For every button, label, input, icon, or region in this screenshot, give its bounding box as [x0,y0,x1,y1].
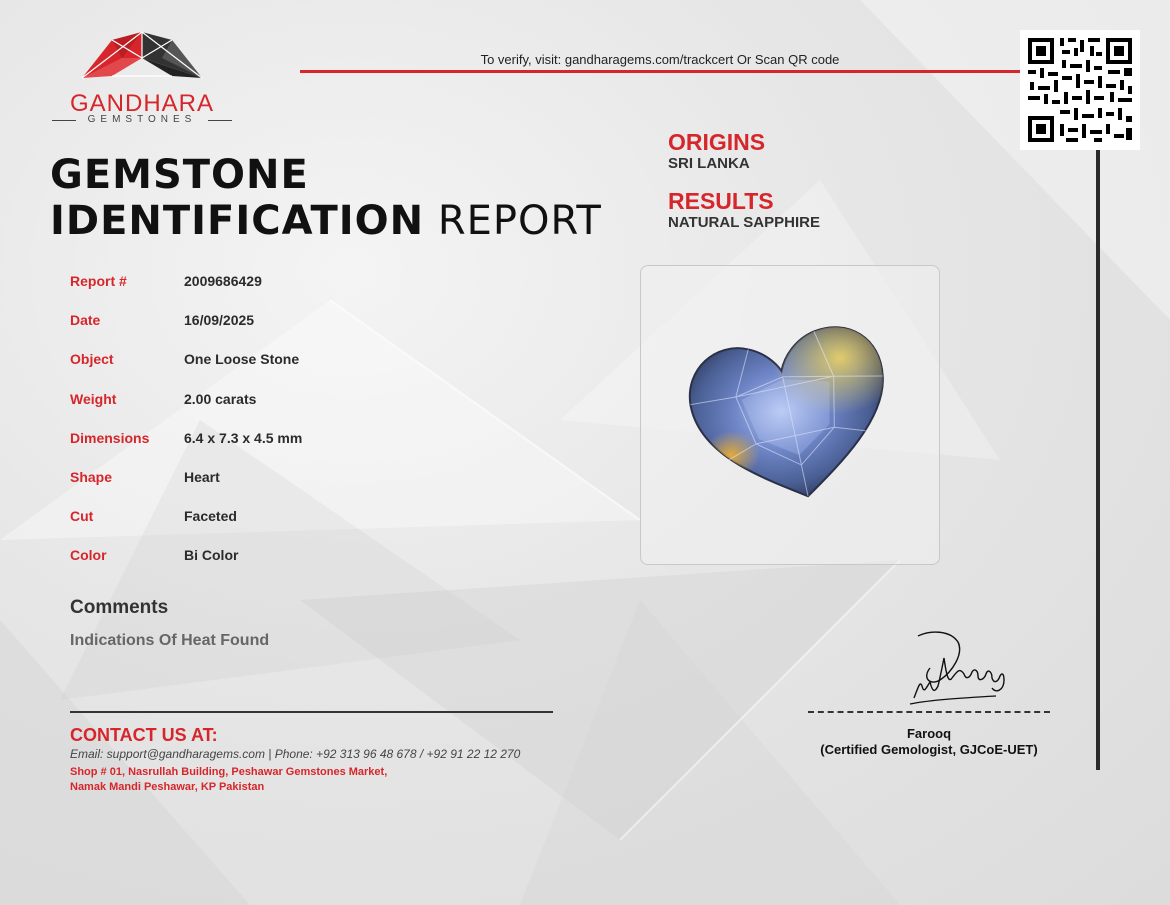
contact-email-phone: Email: support@gandharagems.com | Phone: +92 313 96 48 678 / +92 91 22 12 270 [70,747,521,761]
detail-label: Dimensions [70,430,150,446]
detail-label: Cut [70,508,94,524]
gandhara-gem-logo-icon [52,28,232,90]
right-vertical-rule [1096,150,1100,770]
header-divider [300,70,1022,73]
detail-row-weight [70,391,490,417]
address-line-1: Shop # 01, Nasrullah Building, Peshawar Gemstones Market, [70,766,388,778]
detail-label: Object [70,351,114,367]
contact-heading: CONTACT US AT: [70,725,218,745]
detail-row-object [70,351,490,377]
verify-text: To verify, visit: gandharagems.com/trackcert Or Scan QR code [480,52,840,67]
qr-code-icon[interactable] [1020,30,1140,150]
title-report: REPORT [437,198,602,244]
detail-value: Bi Color [184,547,239,563]
contact-address [70,765,490,795]
address-line-2: Namak Mandi Peshawar, KP Pakistan [70,781,265,793]
detail-row-date [70,312,490,338]
detail-value: Heart [184,469,220,485]
signature-line [808,711,1050,713]
detail-value: Faceted [184,508,237,524]
qr-code-graphic [1020,30,1140,150]
detail-row-dimensions [70,430,490,456]
signatory-name: Farooq [906,726,952,741]
detail-row-report [70,273,490,299]
handwritten-signature [900,628,1020,710]
detail-label: Shape [70,469,113,485]
origins-label: ORIGINS [668,129,766,155]
signatory-title: (Certified Gemologist, GJCoE-UET) [820,742,1038,757]
logo-rule-right [208,120,232,121]
detail-row-shape [70,469,490,495]
comments-text: Indications Of Heat Found [70,632,270,649]
logo-wordmark: GANDHARA [69,90,215,117]
heart-sapphire-photo [641,266,939,564]
results-value: NATURAL SAPPHIRE [668,214,820,231]
title-identification: IDENTIFICATION [50,198,425,244]
detail-label: Date [70,312,101,328]
comments-heading: Comments [70,597,169,618]
logo-subtitle: GEMSTONES [87,114,197,125]
results-label: RESULTS [668,188,774,214]
origins-value: SRI LANKA [668,155,750,172]
detail-value: One Loose Stone [184,351,300,367]
detail-label: Weight [70,391,117,407]
signature-graphic [900,628,1020,710]
detail-value: 2.00 carats [184,391,257,407]
detail-label: Color [70,547,107,563]
title-line-2 [50,198,602,244]
detail-row-cut [70,508,490,534]
detail-value: 2009686429 [184,273,262,289]
brand-logo [52,28,232,128]
detail-value: 6.4 x 7.3 x 4.5 mm [184,430,303,446]
page-title [50,152,602,244]
detail-label: Report # [70,273,127,289]
contact-divider [70,711,553,713]
title-line-1: GEMSTONE [50,152,309,198]
gemstone-photo-card [640,265,940,565]
detail-row-color [70,547,490,573]
detail-value: 16/09/2025 [184,312,255,328]
